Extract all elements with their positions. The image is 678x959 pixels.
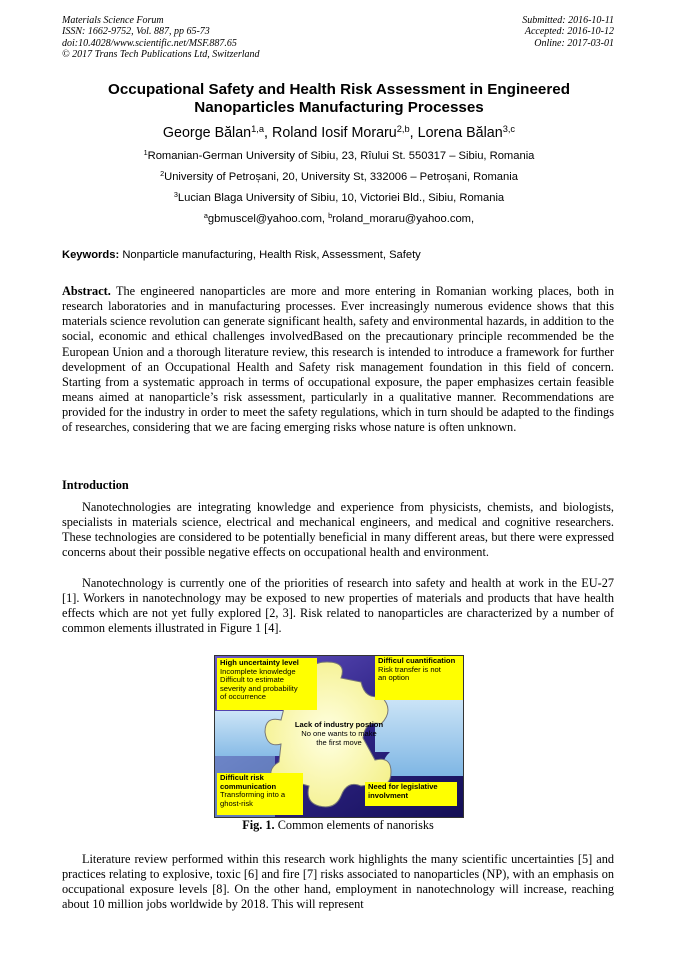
keywords-text: Nonparticle manufacturing, Health Risk, Assessment, Safety xyxy=(122,249,421,261)
box-difficult-quantification xyxy=(375,656,463,700)
journal-doi: doi:10.4028/www.scientific.net/MSF.887.65 xyxy=(62,37,237,49)
title-line-2: Nanoparticles Manufacturing Processes xyxy=(194,99,484,116)
box-title: High uncertainty level xyxy=(220,658,299,667)
intro-paragraph-2: Nanotechnology is currently one of the priorities of research into safety and health at work in the EU-27 [1]. Workers in nanotechnology may be exposed to new properties of materials and products that have health effects which are not yet fully explored [2, 3]. Risk related to nanoparticles are characterized by a number of common elements illustrated in Figure 1 [4]. xyxy=(62,576,614,636)
caption-text: Common elements of nanorisks xyxy=(277,818,434,832)
submission-dates xyxy=(522,15,614,49)
title-line-1: Occupational Safety and Health Risk Assessment in Engineered xyxy=(108,81,570,98)
box-lack-industry-position xyxy=(293,720,385,747)
box-line: an option xyxy=(378,673,410,683)
abstract xyxy=(62,284,614,436)
author-sup: 1,a xyxy=(251,123,265,134)
box-title: Difficult risk communication xyxy=(220,773,277,791)
affiliation-text: Romanian-German University of Sibiu, 23, Rîului St. 550317 – Sibiu, Romania xyxy=(147,150,535,162)
journal-copyright: © 2017 Trans Tech Publications Ltd, Switzerland xyxy=(62,48,260,60)
figure-caption xyxy=(62,818,614,833)
box-line: No one wants to make xyxy=(301,729,377,738)
author-list: George Bălan$^{1,a}$, Roland Iosif Moraru$^{2,b}$, Lorena Bălan$^{3,c}$ xyxy=(162,123,516,141)
box-title: Lack of industry postion xyxy=(294,720,384,729)
affiliation-2 xyxy=(60,171,618,183)
box-line: Difficult to estimate xyxy=(220,675,285,685)
figure-1 xyxy=(214,655,464,818)
box-line: Transforming into a xyxy=(220,790,286,800)
section-heading: Introduction xyxy=(62,478,129,492)
box-line: Incomplete knowledge xyxy=(220,666,296,676)
paper-title xyxy=(60,81,618,117)
intro-paragraph-1: Nanotechnologies are integrating knowledge and experience from physicists, chemists, and biologists, specialists in materials science, electrical and mechanical engineers, and medical and cognitive researchers. These technologies are considered to be potentially beneficial in many different areas, but there were expressed concerns about their possible negative effects on occupational health and environment. xyxy=(62,500,614,560)
keywords xyxy=(62,249,421,261)
author-name: George Bălan xyxy=(162,125,252,141)
online-date: Online: 2017-03-01 xyxy=(534,37,614,49)
affiliation-3 xyxy=(60,192,618,204)
email-b: roland_moraru@yahoo.com, xyxy=(332,213,475,225)
affiliation-text: Lucian Blaga University of Sibiu, 10, Victoriei Bld., Sibiu, Romania xyxy=(177,192,505,204)
author-sup: 3,c xyxy=(502,123,516,134)
box-legislative-involvement xyxy=(365,782,457,806)
accepted-date: Accepted: 2016-10-12 xyxy=(524,26,614,38)
email-a: gbmuscel@yahoo.com, xyxy=(207,213,325,225)
box-line: severity and probability xyxy=(220,683,298,693)
author-name: Lorena Bălan xyxy=(417,125,503,141)
journal-name: Materials Science Forum xyxy=(62,15,164,26)
submitted-date: Submitted: 2016-10-11 xyxy=(522,15,614,26)
affiliation-sup: 2 xyxy=(160,169,165,178)
author-name: Roland Iosif Moraru xyxy=(272,125,397,141)
box-difficult-communication xyxy=(217,773,303,815)
box-line: of occurrence xyxy=(220,692,267,702)
intro-paragraph-3: Literature review performed within this research work highlights the many scientific uncertainties [5] and practices relating to explosive, toxic [6] and fire [7] risks associated to nanoparticles (NP), with an emphasis on occupational exposure levels [8]. On the other hand, employment in nanotechnology will increase, reaching about 10 million jobs worldwide by 2018. This will represent xyxy=(62,852,614,912)
box-line: the first move xyxy=(316,738,362,747)
box-line: ghost-risk xyxy=(220,798,253,808)
box-high-uncertainty xyxy=(217,658,317,710)
email-sup: a xyxy=(203,211,208,220)
email-sup: b xyxy=(328,211,333,220)
abstract-text: The engineered nanoparticles are more and more entering in Romanian working places, both in research laboratories and in manufacturing processes. Ever increasingly numerous evidence shows that this materials science revolution can generate significant health, safety and environmental hazards, in addition to the social, economic and ethical challenges involvedBased on the precautionary principle recommended be the European Union and a thorough literature review, this research is intended to introduce a framework for further development of an Occupational Health and Safety risk management foundation in this field of concern. Starting from a systematic approach in terms of occupational exposure, the paper emphasizes certain feasible means aimed at nanoparticle’s risk assessment, particularly in a qualitative manner. Recommendations are provided for the industry in order to meet the safety regulations, which in turn should be adapted to the findings of researches, considering that we are facing emerging risks whose nature is often unknown. xyxy=(62,284,614,435)
keywords-label: Keywords: xyxy=(62,249,120,261)
box-line: Risk transfer is not xyxy=(378,664,441,674)
email-line xyxy=(60,213,618,225)
box-title: Need for legislative involvment xyxy=(368,782,438,800)
author-sup: 2,b xyxy=(396,123,410,134)
journal-info xyxy=(62,15,260,60)
journal-issn: ISSN: 1662-9752, Vol. 887, pp 65-73 xyxy=(62,26,210,38)
caption-label: Fig. 1. xyxy=(242,818,275,832)
abstract-label: Abstract. xyxy=(62,284,111,298)
affiliation-sup: 1 xyxy=(143,148,148,157)
box-title: Difficul cuantification xyxy=(378,656,456,665)
affiliation-sup: 3 xyxy=(173,190,178,199)
affiliation-1 xyxy=(60,150,618,162)
affiliation-text: University of Petroșani, 20, University St, 332006 – Petroșani, Romania xyxy=(164,171,518,183)
